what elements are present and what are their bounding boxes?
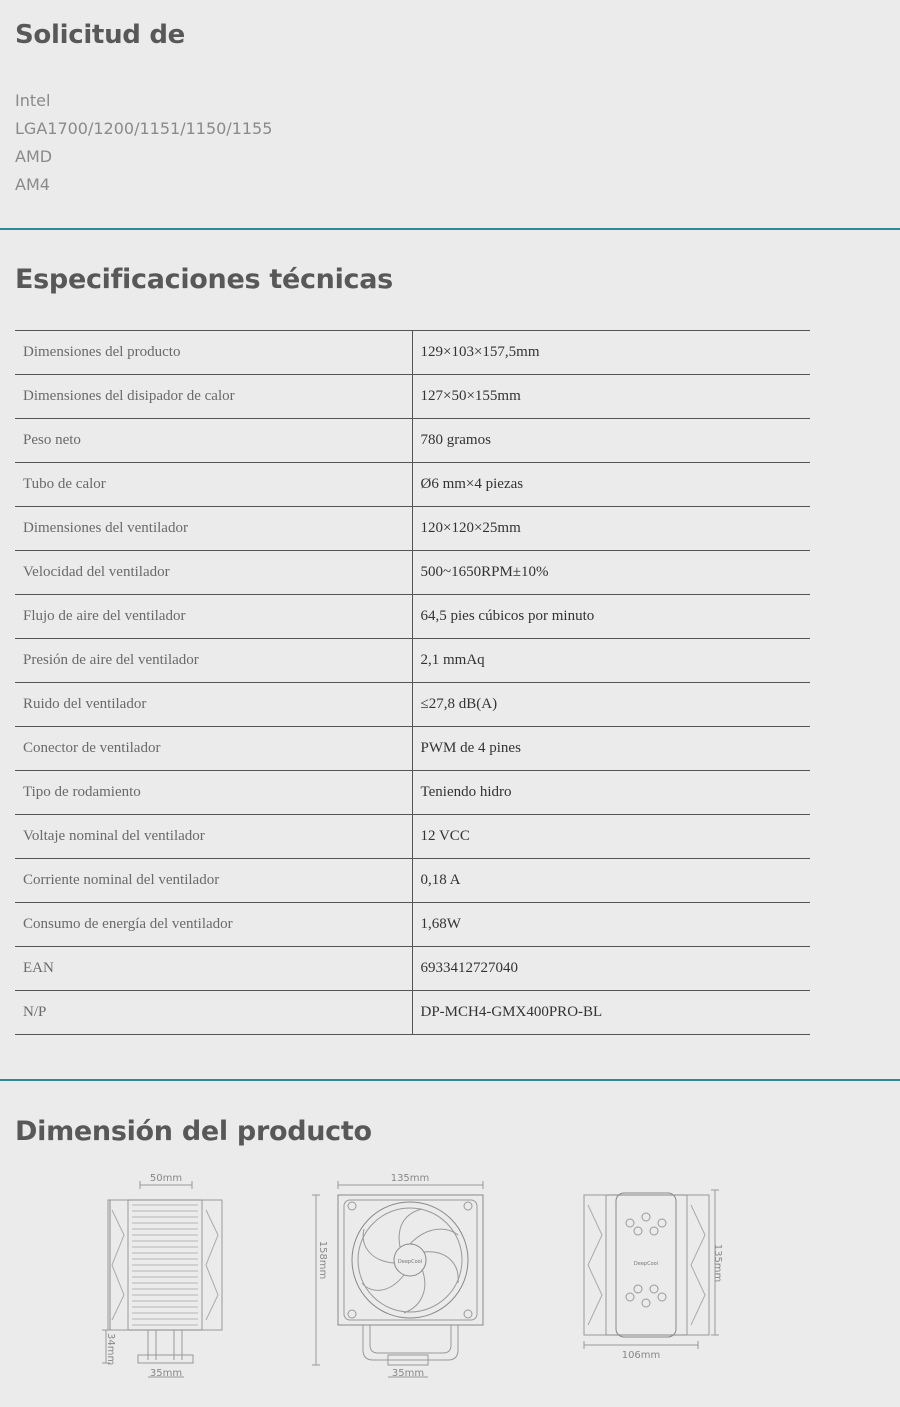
side-view-drawing xyxy=(98,1165,233,1380)
top-height-label: 135mm xyxy=(712,1243,723,1283)
fan-brand-logo: DeepCool xyxy=(397,1259,423,1265)
spec-value: 127×50×155mm xyxy=(412,375,810,419)
front-width-label: 135mm xyxy=(390,1173,430,1184)
compatibility-item: AM4 xyxy=(15,175,50,194)
spec-value: 6933412727040 xyxy=(412,947,810,991)
spec-row xyxy=(15,727,810,771)
spec-row xyxy=(15,771,810,815)
compatibility-item: Intel xyxy=(15,91,51,110)
section-divider xyxy=(0,228,900,230)
side-base-label: 35mm xyxy=(149,1368,183,1379)
spec-value: 2,1 mmAq xyxy=(412,639,810,683)
spec-row xyxy=(15,331,810,375)
spec-row xyxy=(15,903,810,947)
spec-value: 500~1650RPM±10% xyxy=(412,551,810,595)
spec-value: 120×120×25mm xyxy=(412,507,810,551)
specs-title: Especificaciones técnicas xyxy=(15,264,393,295)
front-height-label: 158mm xyxy=(317,1240,328,1280)
spec-label: Dimensiones del ventilador xyxy=(15,507,412,551)
spec-value: Teniendo hidro xyxy=(412,771,810,815)
spec-row xyxy=(15,463,810,507)
spec-label: Flujo de aire del ventilador xyxy=(15,595,412,639)
spec-label: Dimensiones del producto xyxy=(15,331,412,375)
spec-row xyxy=(15,859,810,903)
top-width-label: 106mm xyxy=(621,1350,661,1361)
spec-label: Voltaje nominal del ventilador xyxy=(15,815,412,859)
spec-value: DP-MCH4-GMX400PRO-BL xyxy=(412,991,810,1035)
spec-label: Consumo de energía del ventilador xyxy=(15,903,412,947)
dimensions-title: Dimensión del producto xyxy=(15,1116,372,1147)
spec-value: 12 VCC xyxy=(412,815,810,859)
application-title: Solicitud de xyxy=(15,20,185,50)
spec-row xyxy=(15,551,810,595)
spec-row xyxy=(15,991,810,1035)
side-height-label: 34mm xyxy=(105,1333,116,1366)
spec-label: N/P xyxy=(15,991,412,1035)
spec-value: PWM de 4 pines xyxy=(412,727,810,771)
compatibility-item: AMD xyxy=(15,147,53,166)
spec-value: 129×103×157,5mm xyxy=(412,331,810,375)
spec-value: 1,68W xyxy=(412,903,810,947)
fan-brand-logo: DeepCool xyxy=(633,1261,659,1267)
spec-label: EAN xyxy=(15,947,412,991)
spec-label: Conector de ventilador xyxy=(15,727,412,771)
spec-row xyxy=(15,947,810,991)
spec-value: 780 gramos xyxy=(412,419,810,463)
section-divider xyxy=(0,1079,900,1081)
spec-label: Presión de aire del ventilador xyxy=(15,639,412,683)
spec-value: 64,5 pies cúbicos por minuto xyxy=(412,595,810,639)
spec-row xyxy=(15,507,810,551)
compatibility-list xyxy=(15,91,272,203)
spec-label: Tipo de rodamiento xyxy=(15,771,412,815)
spec-value: ≤27,8 dB(A) xyxy=(412,683,810,727)
spec-label: Velocidad del ventilador xyxy=(15,551,412,595)
spec-label: Ruido del ventilador xyxy=(15,683,412,727)
compatibility-item: LGA1700/1200/1151/1150/1155 xyxy=(15,119,273,138)
spec-row xyxy=(15,639,810,683)
front-base-label: 35mm xyxy=(391,1368,425,1379)
spec-row xyxy=(15,815,810,859)
spec-row xyxy=(15,419,810,463)
spec-row xyxy=(15,375,810,419)
spec-label: Peso neto xyxy=(15,419,412,463)
spec-label: Dimensiones del disipador de calor xyxy=(15,375,412,419)
spec-row xyxy=(15,595,810,639)
spec-value: 0,18 A xyxy=(412,859,810,903)
specs-table xyxy=(15,330,810,1035)
spec-value: Ø6 mm×4 piezas xyxy=(412,463,810,507)
top-view-drawing xyxy=(578,1165,728,1380)
spec-label: Corriente nominal del ventilador xyxy=(15,859,412,903)
side-width-label: 50mm xyxy=(149,1173,183,1184)
front-view-drawing xyxy=(308,1165,498,1380)
spec-row xyxy=(15,683,810,727)
spec-label: Tubo de calor xyxy=(15,463,412,507)
